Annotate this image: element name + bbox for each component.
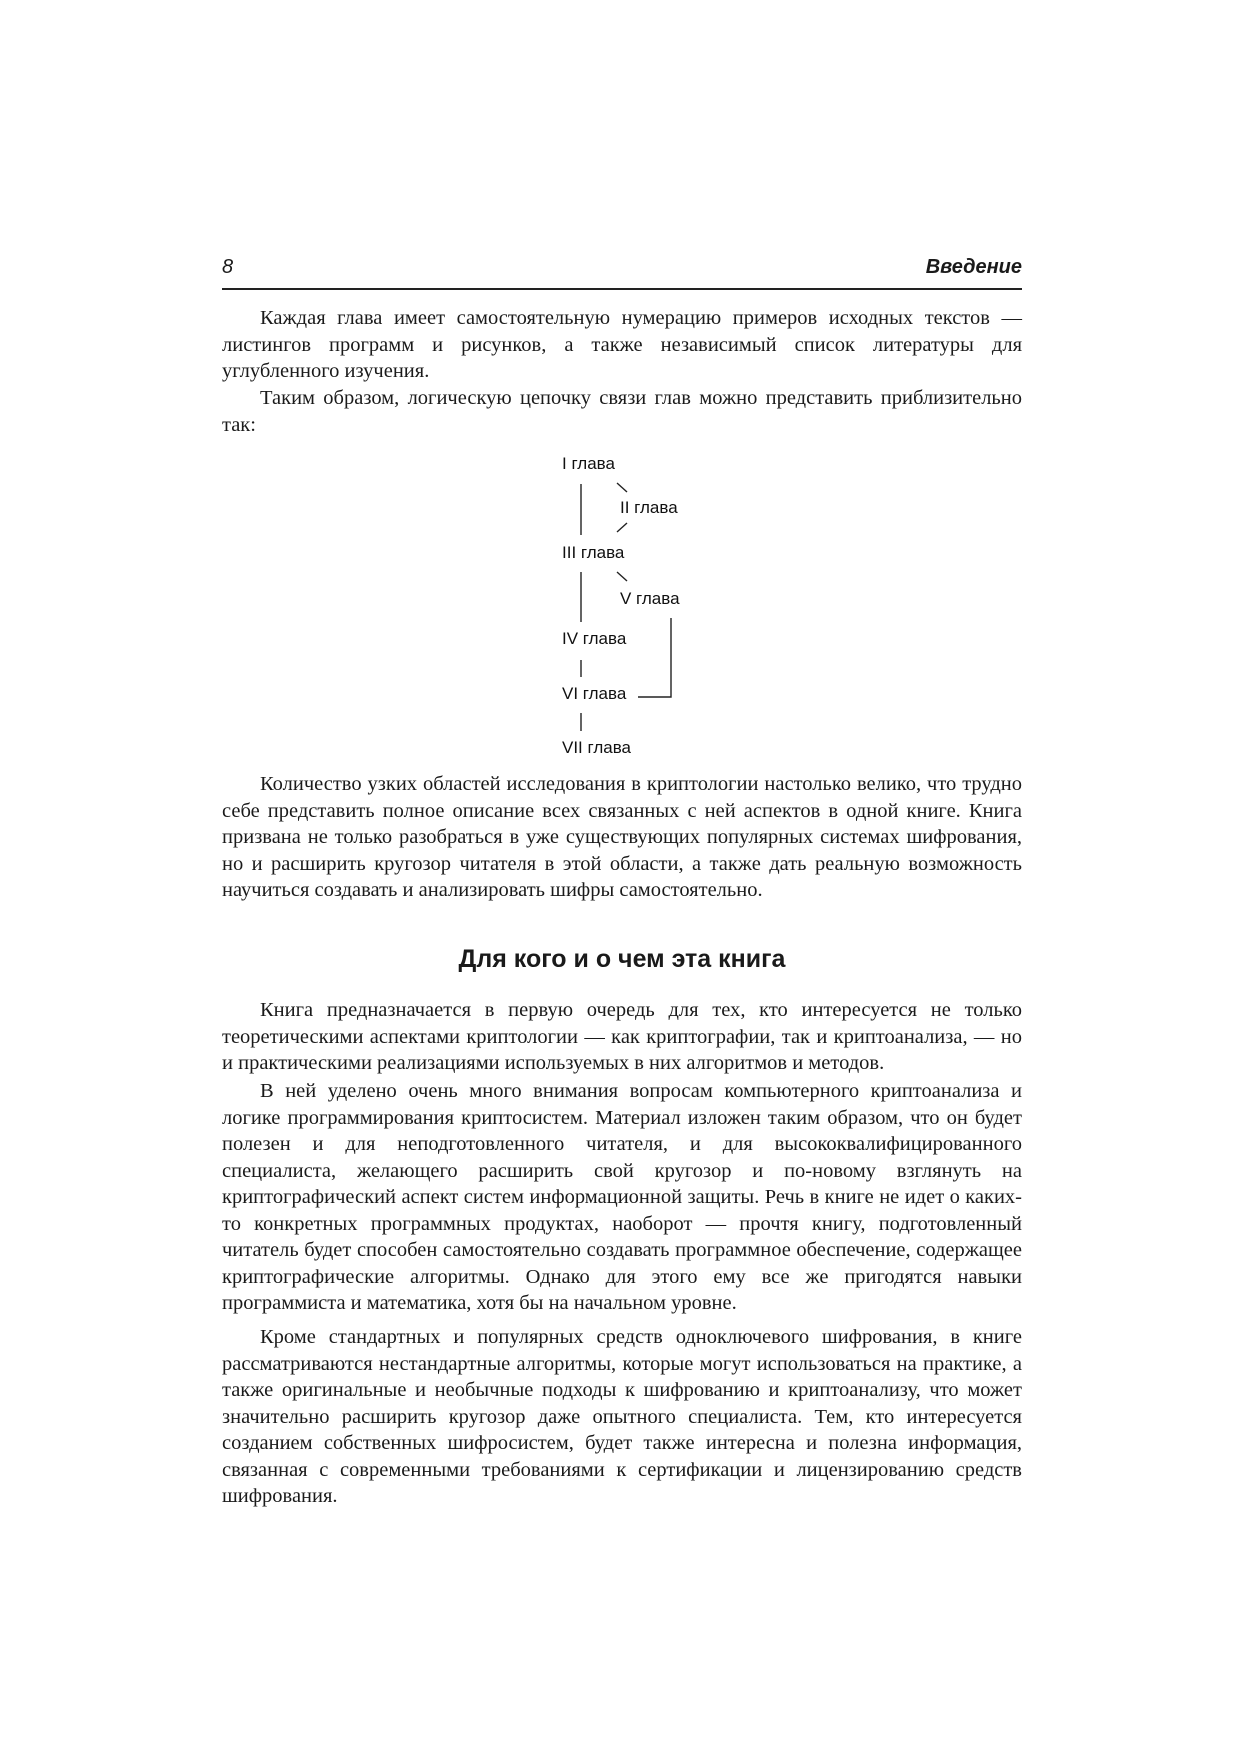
paragraph-audience: Книга предназначается в первую очередь для тех, кто интересуется не только теоретическими аспектами криптологии — как криптографии, так и криптоанализа, — но и практическими реализациями используемых в них алгоритмов и методов. <box>222 999 1022 1074</box>
chapter-5-label: V глава <box>620 589 680 608</box>
paragraph-chain-intro: Таким образом, логическую цепочку связи глав можно представить приблизительно так: <box>222 387 1022 436</box>
connector-2-3 <box>617 523 627 532</box>
chapter-1-label: I глава <box>562 454 615 473</box>
chapter-6-label: VI глава <box>562 684 627 703</box>
paragraph-content: В ней уделено очень много внимания вопросам компьютерного криптоанализа и логике программирования криптосистем. Материал изложен таким образом, что он будет полезен и для неподготовленного читателя, и для высококвалифицированного специалиста, желающего расширить свой кругозор и по-новому взглянуть на криптографический аспект систем информационной защиты. Речь в книге не идет о каких-то конкретных программных продуктах, наоборот — прочтя книгу, подготовленный читатель будет способен самостоятельно создавать программное обеспечение, содержащее криптографические алгоритмы. Однако для этого ему все же пригодятся навыки программиста и математика, хотя бы на начальном уровне. <box>222 1080 1022 1314</box>
page-number: 8 <box>222 256 234 278</box>
running-header <box>222 254 1022 290</box>
chapter-7-label: VII глава <box>562 738 632 757</box>
chapter-3-label: III глава <box>562 543 625 562</box>
book-page <box>222 0 1022 1755</box>
section-heading: Для кого и о чем эта книга <box>458 945 786 973</box>
connector-3-5 <box>617 572 627 581</box>
connector-5-6 <box>638 618 671 697</box>
paragraph-extras: Кроме стандартных и популярных средств одноключевого шифрования, в книге рассматриваются нестандартные алгоритмы, которые могут использоваться на практике, а также оригинальные и необычные подходы к шифрованию и криптоанализу, что может значительно расширить кругозор даже опытного специалиста. Тем, кто интересуется созданием собственных шифросистем, будет также интересна и полезна информация, связанная с современными требованиями к сертификации и лицензированию средств шифрования. <box>222 1326 1022 1507</box>
section-title: Введение <box>925 256 1022 278</box>
paragraph-scope: Количество узких областей исследования в криптологии настолько велико, что трудно себе представить полное описание всех связанных с ней аспектов в одной книге. Книга призвана не только разобраться в уже существующих популярных системах шифрования, но и расширить кругозор читателя в этой области, а также дать реальную возможность научиться создавать и анализировать шифры самостоятельно. <box>222 773 1022 901</box>
connector-1-2 <box>617 483 627 492</box>
paragraph-numbering: Каждая глава имеет самостоятельную нумерацию примеров исходных текстов — листингов программ и рисунков, а также независимый список литературы для углубленного изучения. <box>222 307 1022 382</box>
chapter-4-label: IV глава <box>562 629 627 648</box>
chapter-2-label: II глава <box>620 498 678 517</box>
